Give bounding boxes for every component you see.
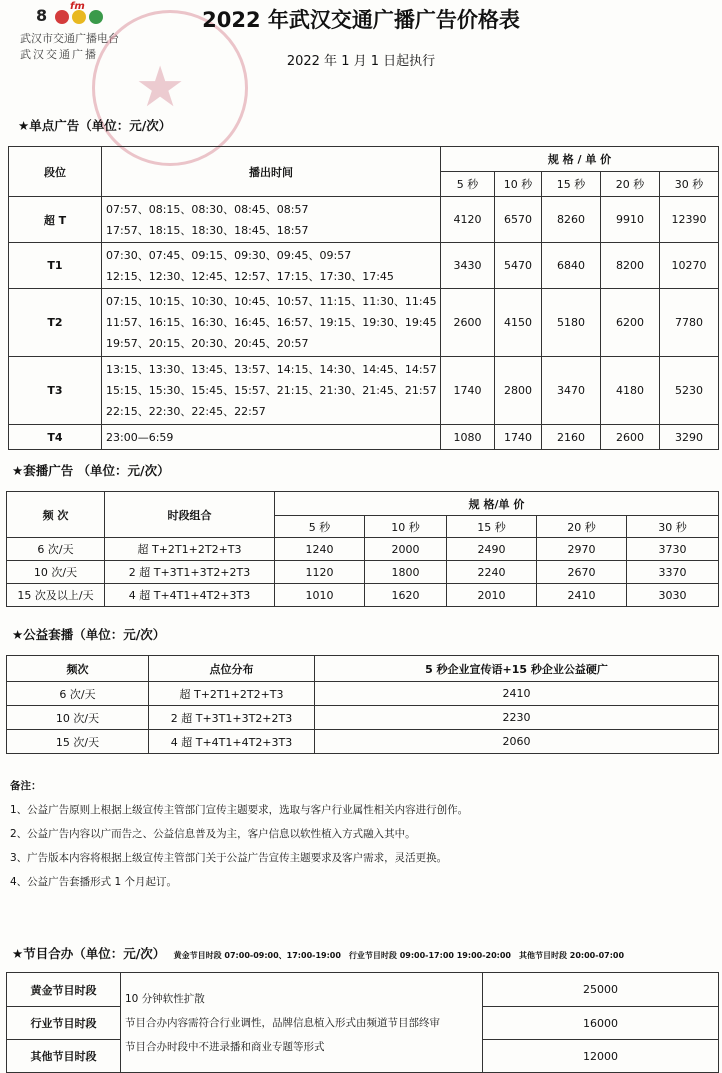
header-segment: 段位	[9, 147, 102, 197]
price-cell: 6570	[495, 197, 542, 243]
distribution-cell: 4 超 T+4T1+4T2+3T3	[149, 730, 315, 754]
price-cell: 2600	[601, 425, 660, 450]
price-cell: 1010	[275, 584, 365, 607]
note-item: 3、广告版本内容将根据上级宣传主管部门关于公益广告宣传主题要求及客户需求，灵活更换。	[10, 852, 448, 864]
table-row	[7, 538, 719, 561]
duration-header: 15 秒	[542, 172, 601, 197]
time-cell	[102, 289, 441, 357]
header-distribution: 点位分布	[149, 656, 315, 682]
duration-header: 15 秒	[447, 516, 537, 538]
logo-fm: fm	[70, 1, 85, 12]
frequency-cell: 10 次/天	[7, 561, 105, 584]
public-welfare-table	[6, 655, 719, 754]
duration-header: 10 秒	[365, 516, 447, 538]
note-item: 1、公益广告原则上根据上级宣传主管部门宣传主题要求，选取与客户行业属性相关内容进行创作。	[10, 804, 469, 816]
price-cell: 6840	[542, 243, 601, 289]
description-line: 节目合办时段中不进录播和商业专题等形式	[125, 1040, 325, 1053]
price-cell: 2160	[542, 425, 601, 450]
table-row	[7, 730, 719, 754]
time-line: 23:00—6:59	[106, 430, 174, 444]
table-row	[9, 197, 719, 243]
duration-header: 30 秒	[660, 172, 719, 197]
time-line: 19:57、20:15、20:30、20:45、20:57	[106, 337, 309, 350]
time-line: 07:57、08:15、08:30、08:45、08:57	[106, 202, 309, 216]
price-cell: 1620	[365, 584, 447, 607]
price-cell: 5180	[542, 289, 601, 357]
section4-title: ★节目合办（单位：元/次）	[12, 946, 166, 961]
price-cell: 2670	[537, 561, 627, 584]
price-cell: 4120	[441, 197, 495, 243]
notes-block	[10, 774, 468, 894]
description-line: 10 分钟软性扩散	[125, 992, 205, 1005]
timeslot-label: 行业节目时段	[7, 1007, 121, 1040]
time-cell	[102, 197, 441, 243]
price-cell: 2410	[537, 584, 627, 607]
time-line: 12:15、12:30、12:45、12:57、17:15、17:30、17:45	[106, 269, 394, 283]
time-line: 11:57、16:15、16:30、16:45、16:57、19:15、19:30、19:45	[106, 316, 437, 329]
price-cell: 12000	[483, 1040, 719, 1073]
duration-header: 5 秒	[441, 172, 495, 197]
table-row	[9, 289, 719, 357]
frequency-cell: 6 次/天	[7, 682, 149, 706]
time-cell	[102, 425, 441, 450]
price-cell: 2970	[537, 538, 627, 561]
duration-header: 20 秒	[601, 172, 660, 197]
price-cell: 2000	[365, 538, 447, 561]
segment-cell: T3	[9, 357, 102, 425]
time-line: 17:57、18:15、18:30、18:45、18:57	[106, 223, 309, 237]
time-line: 15:15、15:30、15:45、15:57、21:15、21:30、21:45、21:57	[106, 384, 437, 397]
frequency-cell: 15 次及以上/天	[7, 584, 105, 607]
duration-header: 20 秒	[537, 516, 627, 538]
price-cell: 10270	[660, 243, 719, 289]
price-cell: 4180	[601, 357, 660, 425]
segment-cell: T1	[9, 243, 102, 289]
header-frequency: 频次	[7, 656, 149, 682]
price-cell: 1120	[275, 561, 365, 584]
timeslot-note: 黄金节目时段 07:00-09:00、17:00-19:00 行业节目时段 09:00-17:00 19:00-20:00 其他节目时段 20:00-07:00	[173, 951, 625, 960]
combo-cell: 2 超 T+3T1+3T2+2T3	[105, 561, 275, 584]
logo-line2: 武汉交通广播	[20, 48, 98, 61]
table-row	[7, 706, 719, 730]
table-row	[9, 357, 719, 425]
timeslot-label: 其他节目时段	[7, 1040, 121, 1073]
frequency-cell: 15 次/天	[7, 730, 149, 754]
page-subtitle: 2022 年 1 月 1 日起执行	[286, 54, 436, 69]
segment-cell: T4	[9, 425, 102, 450]
header-spec: 规 格 / 单 价	[441, 147, 719, 172]
note-item: 4、公益广告套播形式 1 个月起订。	[10, 876, 178, 888]
header-time: 播出时间	[102, 147, 441, 197]
frequency-cell: 10 次/天	[7, 706, 149, 730]
price-cell: 2230	[315, 706, 719, 730]
section4-heading	[12, 944, 624, 962]
section2-heading: ★套播广告 （单位：元/次）	[12, 463, 170, 478]
logo-line1: 武汉市交通广播电台	[20, 32, 119, 45]
segment-cell: T2	[9, 289, 102, 357]
time-line: 13:15、13:30、13:45、13:57、14:15、14:30、14:45、14:57	[106, 363, 437, 376]
price-cell: 2490	[447, 538, 537, 561]
single-ad-table	[8, 146, 719, 450]
price-cell: 9910	[601, 197, 660, 243]
program-cooperation-table	[6, 972, 719, 1073]
price-cell: 25000	[483, 973, 719, 1007]
header-combo: 时段组合	[105, 492, 275, 538]
price-cell: 1080	[441, 425, 495, 450]
price-cell: 16000	[483, 1007, 719, 1040]
price-cell: 3470	[542, 357, 601, 425]
header-price: 5 秒企业宣传语+15 秒企业公益硬广	[315, 656, 719, 682]
price-cell: 3730	[627, 538, 719, 561]
notes-heading: 备注：	[10, 780, 42, 792]
price-cell: 12390	[660, 197, 719, 243]
table-row	[7, 561, 719, 584]
price-cell: 1740	[441, 357, 495, 425]
price-cell: 2600	[441, 289, 495, 357]
price-cell: 2410	[315, 682, 719, 706]
time-cell	[102, 357, 441, 425]
duration-header: 5 秒	[275, 516, 365, 538]
time-line: 07:30、07:45、09:15、09:30、09:45、09:57	[106, 248, 352, 262]
duration-header: 30 秒	[627, 516, 719, 538]
distribution-cell: 2 超 T+3T1+3T2+2T3	[149, 706, 315, 730]
price-cell: 8260	[542, 197, 601, 243]
price-cell: 1800	[365, 561, 447, 584]
header-spec: 规 格/单 价	[275, 492, 719, 516]
page-title: 2022 年武汉交通广播广告价格表	[202, 8, 520, 32]
star-icon: ★	[135, 55, 186, 120]
package-ad-table	[6, 491, 719, 607]
table-row	[7, 584, 719, 607]
timeslot-label: 黄金节目时段	[7, 973, 121, 1007]
price-cell: 1740	[495, 425, 542, 450]
combo-cell: 超 T+2T1+2T2+T3	[105, 538, 275, 561]
combo-cell: 4 超 T+4T1+4T2+3T3	[105, 584, 275, 607]
description-line: 节目合办内容需符合行业调性，品牌信息植入形式由频道节目部终审	[125, 1016, 440, 1029]
distribution-cell: 超 T+2T1+2T2+T3	[149, 682, 315, 706]
note-item: 2、公益广告内容以广而告之、公益信息普及为主，客户信息以软性植入方式融入其中。	[10, 828, 416, 840]
price-cell: 2800	[495, 357, 542, 425]
price-cell: 5470	[495, 243, 542, 289]
price-cell: 3030	[627, 584, 719, 607]
time-line: 22:15、22:30、22:45、22:57	[106, 405, 266, 418]
table-row	[9, 243, 719, 289]
section3-heading: ★公益套播（单位：元/次）	[12, 627, 166, 642]
price-cell: 6200	[601, 289, 660, 357]
price-cell: 2240	[447, 561, 537, 584]
table-row	[9, 425, 719, 450]
price-cell: 8200	[601, 243, 660, 289]
price-cell: 2010	[447, 584, 537, 607]
description-cell	[121, 973, 483, 1073]
frequency-cell: 6 次/天	[7, 538, 105, 561]
price-cell: 3370	[627, 561, 719, 584]
time-cell	[102, 243, 441, 289]
table-row	[7, 682, 719, 706]
price-cell: 2060	[315, 730, 719, 754]
section1-heading: ★单点广告（单位：元/次）	[18, 118, 172, 133]
logo-digit: 8	[36, 6, 49, 25]
price-cell: 7780	[660, 289, 719, 357]
header-frequency: 频 次	[7, 492, 105, 538]
time-line: 07:15、10:15、10:30、10:45、10:57、11:15、11:30、11:45	[106, 295, 437, 308]
price-cell: 5230	[660, 357, 719, 425]
price-cell: 1240	[275, 538, 365, 561]
duration-header: 10 秒	[495, 172, 542, 197]
price-cell: 4150	[495, 289, 542, 357]
segment-cell: 超 T	[9, 197, 102, 243]
table-row	[7, 973, 719, 1007]
price-cell: 3430	[441, 243, 495, 289]
price-cell: 3290	[660, 425, 719, 450]
